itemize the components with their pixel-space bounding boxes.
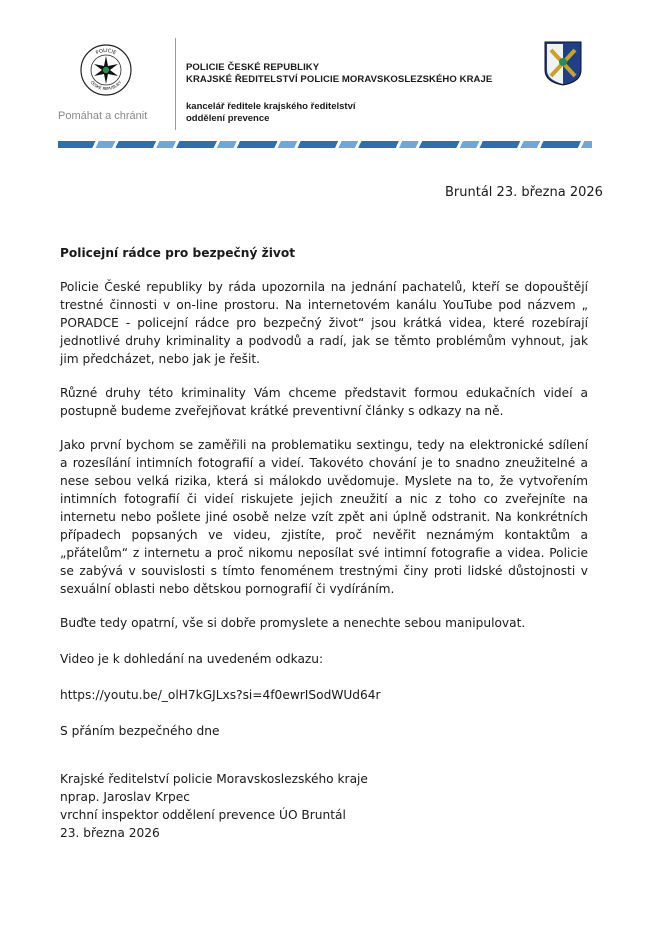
paragraph-link-intro: Video je k dohledání na uvedeném odkazu:: [60, 652, 324, 666]
regional-directorate-name: KRAJSKÉ ŘEDITELSTVÍ POLICIE MORAVSKOSLEZSKÉHO KRAJE: [186, 74, 493, 85]
paragraph-caution: Buďte tedy opatrní, vše si dobře promyslete a nenechte sebou manipulovat.: [60, 616, 526, 630]
department-name: oddělení prevence: [186, 113, 270, 124]
signature-date: 23. března 2026: [60, 826, 160, 840]
video-link[interactable]: https://youtu.be/_olH7kGJLxs?si=4f0ewrISodWUd64r: [60, 688, 381, 702]
paragraph-closing: S přáním bezpečného dne: [60, 724, 220, 738]
badge-ring-text-bottom: ČESKÉ REPUBLIKY: [89, 79, 123, 92]
paragraph-intro: Policie České republiky by ráda upozornila na jednání pachatelů, kteří se dopouštějí trestné činnosti v on-line prostoru. Na internetovém kanálu YouTube pod názvem „ PORADCE - policejní rádce pro bezpečný život“ jsou krátká videa, které rozebírají jednotlivé druhy kriminality a podvodů a radí, jak se těmto problémům vyhnout, jak jim předcházet, nebo jak je řešit.: [60, 280, 588, 366]
paragraph-series: Různé druhy této kriminality Vám chceme představit formou edukačních videí a postupně budeme zveřejňovat krátké preventivní články s odkazy na ně.: [60, 386, 588, 418]
badge-ring-text-top: POLICIE: [94, 47, 118, 57]
signature-block: [60, 770, 368, 842]
document-body: [60, 244, 588, 756]
document-date: Bruntál 23. března 2026: [445, 185, 603, 200]
motto: Pomáhat a chránit: [58, 110, 148, 122]
regional-crest-icon: [543, 40, 583, 86]
document-title: Policejní rádce pro bezpečný život: [60, 246, 296, 260]
signature-organization: Krajské ředitelství policie Moravskoslezského kraje: [60, 772, 368, 786]
police-star-badge-icon: [80, 44, 132, 96]
paragraph-sexting: Jako první bychom se zaměřili na problematiku sextingu, tedy na elektronické sdílení a rozesílání intimních fotografií a videí. Takovéto chování je to snadno zneužitelné a nese sebou velká rizika, která si málokdo uvědomuje. Myslete na to, že vytvořením intimních fotografií či videí riskujete jejich zneužití a nic z toho co zveřejníte na internetu nebo pošlete jiné osobě nelze vzít zpět ani úplně odstranit. Na konkrétních případech popsaných ve videu, zjistíte, proč nevěřit neznámým kontaktům a „přátelům“ z internetu a proč nikomu neposílat své intimní fotografie a videa. Policie se zabývá v souvislosti s tímto fenoménem trestnými činy proti lidské důstojnosti v sexuální oblasti nebo dětskou pornografií či vydíráním.: [60, 438, 588, 596]
office-name: kancelář ředitele krajského ředitelství: [186, 101, 356, 112]
signature-name: nprap. Jaroslav Krpec: [60, 790, 190, 804]
header-stripe: [58, 141, 592, 148]
header-divider: [175, 38, 176, 130]
organization-name: POLICIE ČESKÉ REPUBLIKY: [186, 62, 320, 73]
signature-position: vrchní inspektor oddělení prevence ÚO Bruntál: [60, 808, 346, 822]
